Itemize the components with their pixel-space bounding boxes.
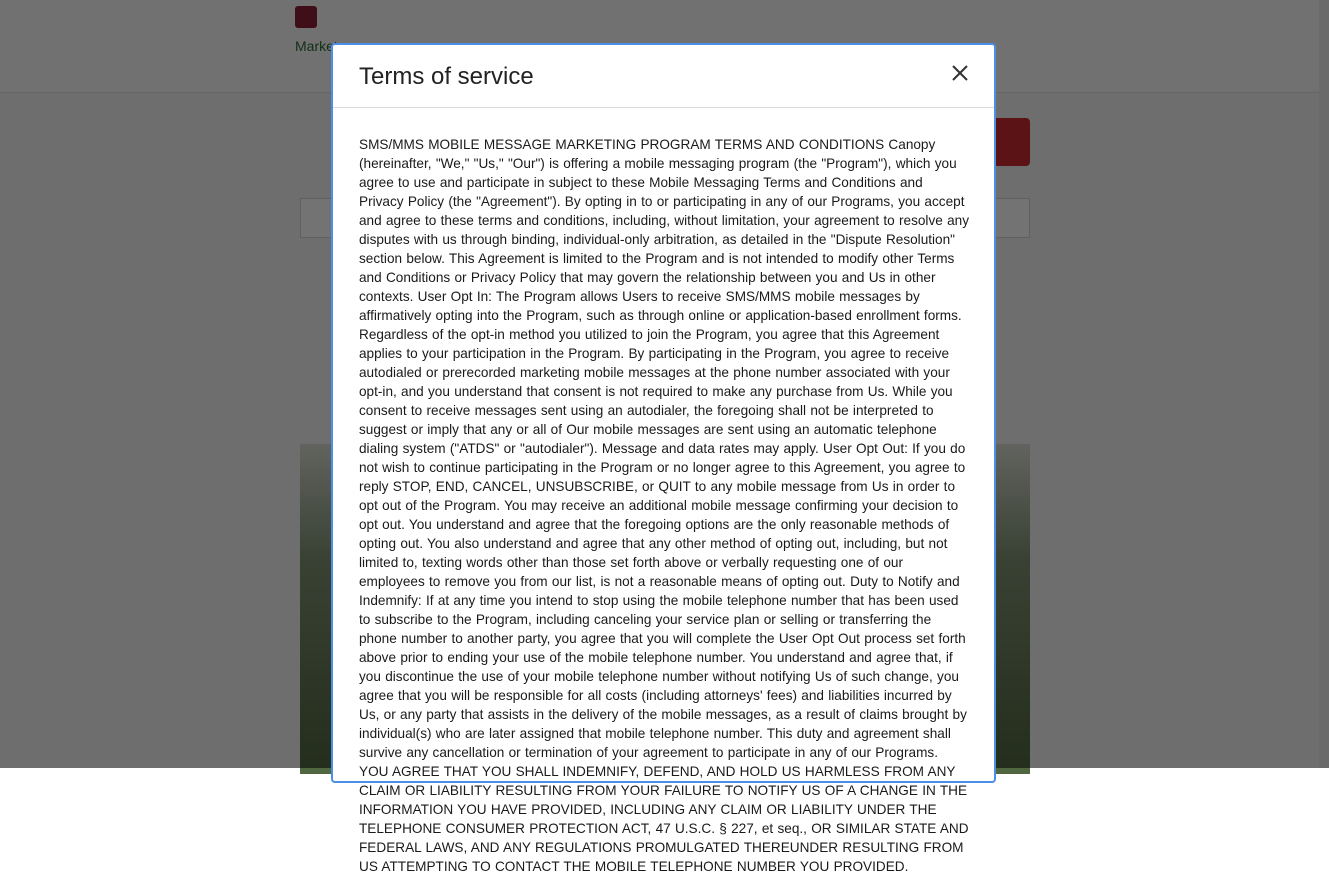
- modal-header: [333, 45, 994, 108]
- close-icon: [948, 61, 972, 85]
- close-button[interactable]: [948, 61, 972, 85]
- modal-body[interactable]: [359, 135, 971, 876]
- modal-title: Terms of service: [359, 63, 534, 90]
- terms-text: SMS/MMS MOBILE MESSAGE MARKETING PROGRAM TERMS AND CONDITIONS Canopy (hereinafter, "We," "Us," "Our") is offering a mobile messaging program (the "Program"), which you agree to use and participate in subject to these Mobile Messaging Terms and Conditions and Privacy Policy (the "Agreement"). By opting in to or participating in any of our Programs, you accept and agree to these terms and conditions, including, without limitation, your agreement to resolve any disputes with us through binding, individual-only arbitration, as detailed in the "Dispute Resolution" section below. This Agreement is limited to the Program and is not intended to modify other Terms and Conditions or Privacy Policy that may govern the relationship between you and Us in other contexts. User Opt In: The Program allows Users to receive SMS/MMS mobile messages by affirmatively opting into the Program, such as through online or application-based enrollment forms. Regardless of the opt-in method you utilized to join the Program, you agree that this Agreement applies to your participation in the Program. By participating in the Program, you agree to receive autodialed or prerecorded marketing mobile messages at the phone number associated with your opt-in, and you understand that consent is not required to make any purchase from Us. While you consent to receive messages sent using an autodialer, the foregoing shall not be interpreted to suggest or imply that any or all of Our mobile messages are sent using an automatic telephone dialing system ("ATDS" or "autodialer"). Message and data rates may apply. User Opt Out: If you do not wish to continue participating in the Program or no longer agree to this Agreement, you agree to reply STOP, END, CANCEL, UNSUBSCRIBE, or QUIT to any mobile message from Us in order to opt out of the Program. You may receive an additional mobile message confirming your decision to opt out. You understand and agree that the foregoing options are the only reasonable methods of opting out. You also understand and agree that any other method of opting out, including, but not limited to, texting words other than those set forth above or verbally requesting one of our employees to remove you from our list, is not a reasonable means of opting out. Duty to Notify and Indemnify: If at any time you intend to stop using the mobile telephone number that has been used to subscribe to the Program, including canceling your service plan or selling or transferring the phone number to another party, you agree that you will complete the User Opt Out process set forth above prior to ending your use of the mobile telephone number. You understand and agree that, if you discontinue the use of your mobile telephone number without notifying Us of such change, you agree that you will be responsible for all costs (including attorneys' fees) and liabilities incurred by Us, or any party that assists in the delivery of the mobile messages, as a result of claims brought by individual(s) who are later assigned that mobile telephone number. This duty and agreement shall survive any cancellation or termination of your agreement to participate in any of our Programs. YOU AGREE THAT YOU SHALL INDEMNIFY, DEFEND, AND HOLD US HARMLESS FROM ANY CLAIM OR LIABILITY RESULTING FROM YOUR FAILURE TO NOTIFY US OF A CHANGE IN THE INFORMATION YOU HAVE PROVIDED, INCLUDING ANY CLAIM OR LIABILITY UNDER THE TELEPHONE CONSUMER PROTECTION ACT, 47 U.S.C. § 227, et seq., OR SIMILAR STATE AND FEDERAL LAWS, AND ANY REGULATIONS PROMULGATED THEREUNDER RESULTING FROM US ATTEMPTING TO CONTACT THE MOBILE TELEPHONE NUMBER YOU PROVIDED.: [359, 137, 969, 874]
- terms-modal: [331, 43, 996, 874]
